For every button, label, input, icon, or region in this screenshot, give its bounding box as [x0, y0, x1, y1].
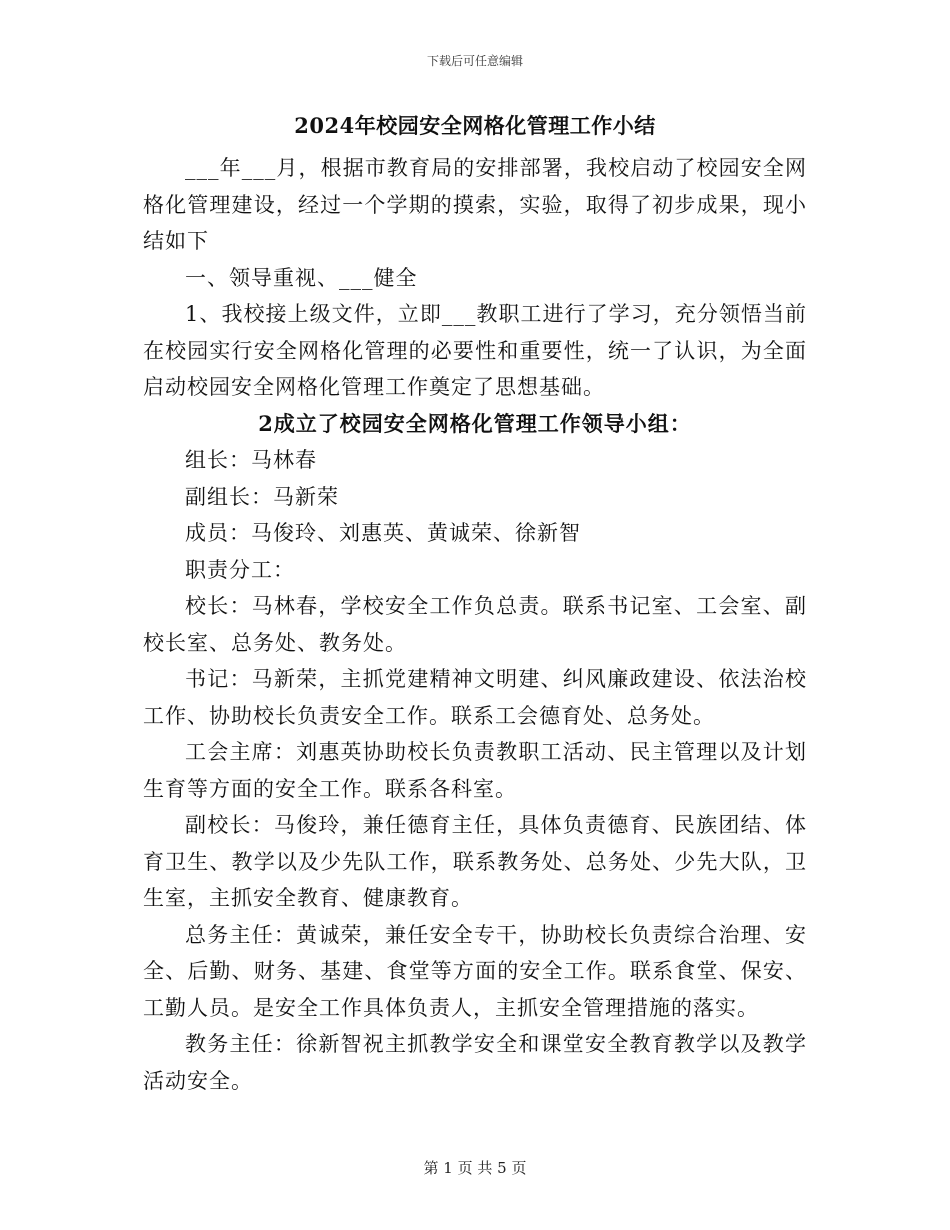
- section-1-heading: 一、领导重视、___健全: [185, 265, 418, 290]
- intro-paragraph: ___年___月，根据市教育局的安排部署，我校启动了校园安全网格化管理建设，经过一个学期的摸索，实验，取得了初步成果，现小结如下: [143, 156, 807, 253]
- header-note: 下载后可任意编辑: [426, 54, 523, 68]
- duty-secretary: 书记：马新荣，主抓党建精神文明建、纠风廉政建设、依法治校工作、协助校长负责安全工作。联系工会德育处、总务处。: [143, 667, 807, 728]
- leader-line: 组长：马林春: [185, 448, 317, 472]
- duty-general-affairs: 总务主任：黄诚荣，兼任安全专干，协助校长负责综合治理、安全、后勤、财务、基建、食堂等方面的安全工作。联系食堂、保安、工勤人员。是安全工作具体负责人，主抓安全管理措施的落实。: [143, 922, 807, 1020]
- point-2-heading: 2成立了校园安全网格化管理工作领导小组：: [258, 410, 692, 436]
- duties-heading: 职责分工：: [185, 557, 295, 582]
- document-title: 2024年校园安全网格化管理工作小结: [294, 113, 656, 138]
- document-body: [143, 108, 807, 1099]
- duty-vice-principal: 副校长：马俊玲，兼任德育主任，具体负责德育、民族团结、体育卫生、教学以及少先队工作，联系教务处、总务处、少先大队，卫生室，主抓安全教育、健康教育。: [143, 813, 807, 910]
- duty-union-chair: 工会主席：刘惠英协助校长负责教职工活动、民主管理以及计划生育等方面的安全工作。联系各科室。: [143, 740, 807, 801]
- page-footer: 第 1 页 共 5 页: [423, 1159, 527, 1177]
- point-1-paragraph: 1、我校接上级文件，立即___教职工进行了学习，充分领悟当前在校园实行安全网格化管理的必要性和重要性，统一了认识，为全面启动校园安全网格化管理工作奠定了思想基础。: [143, 302, 807, 399]
- members-line: 成员：马俊玲、刘惠英、黄诚荣、徐新智: [185, 521, 581, 545]
- duty-principal: 校长：马林春，学校安全工作负总责。联系书记室、工会室、副校长室、总务处、教务处。: [143, 594, 807, 655]
- duty-academic: 教务主任：徐新智祝主抓教学安全和课堂安全教育教学以及教学活动安全。: [143, 1032, 807, 1093]
- vice-leader-line: 副组长：马新荣: [185, 484, 339, 509]
